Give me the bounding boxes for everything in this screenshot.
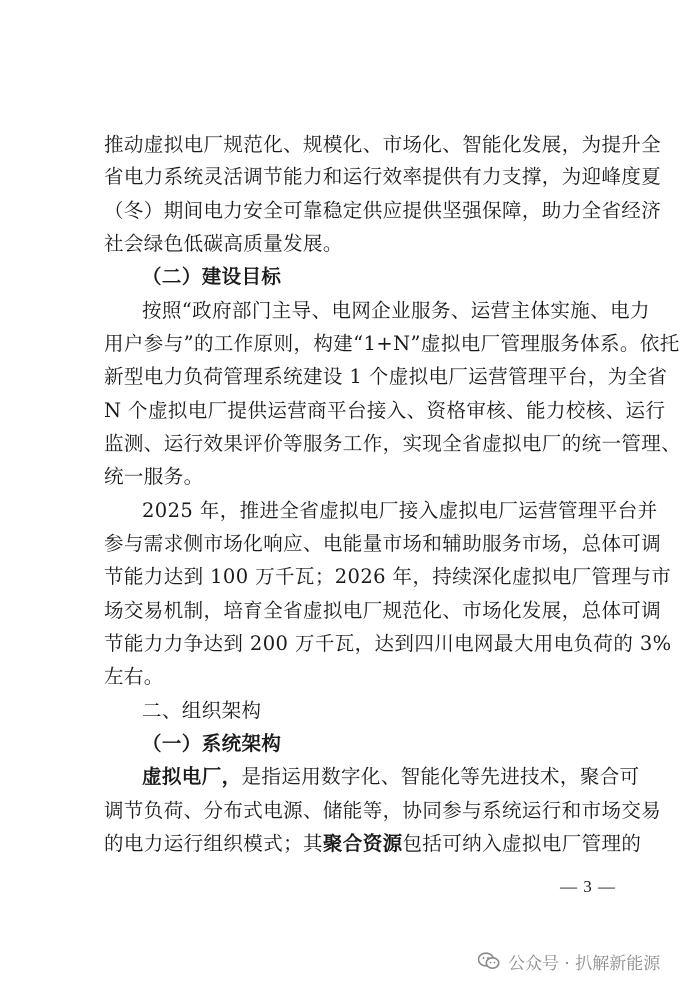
text-line [104,827,642,861]
text-line: 调节负荷、分布式电源、储能等，协同参与系统运行和市场交易 [104,799,662,822]
text-line: 2025 年，推进全省虚拟电厂接入虚拟电厂运营管理平台并 [142,499,658,522]
text-line: 用户参与”的工作原则，构建“1+N”虚拟电厂管理服务体系。依托 [104,332,680,355]
section-heading-system: （一）系统架构 [142,732,282,755]
text-line: 参与需求侧市场化响应、电能量市场和辅助服务市场，总体可调 [104,532,662,555]
text-line: 监测、运行效果评价等服务工作，实现全省虚拟电厂的统一管理、 [104,432,682,455]
text-line: 节能力力争达到 200 万千瓦，达到四川电网最大用电负荷的 3% [104,632,672,655]
text-line: （冬）期间电力安全可靠稳定供应提供坚强保障，助力全省经济 [104,199,662,222]
text-line: 社会绿色低碳高质量发展。 [104,232,343,255]
text-line: 按照“政府部门主导、电网企业服务、运营主体实施、电力 [142,299,650,322]
text-line: 统一服务。 [104,465,204,488]
text-line: N 个虚拟电厂提供运营商平台接入、资格审核、能力校核、运行 [104,399,666,422]
text-segment: 的电力运行组织模式；其 [104,832,323,855]
watermark [478,948,660,974]
text-line [142,760,640,794]
section-heading-org: 二、组织架构 [142,699,262,722]
section-heading-goal: （二）建设目标 [142,265,282,288]
term-aggregated-resources: 聚合资源 [322,832,403,855]
watermark-text: 公众号 · 扒解新能源 [508,953,661,974]
text-line: 新型电力负荷管理系统建设 1 个虚拟电厂运营管理平台，为全省 [104,365,668,388]
wechat-icon [478,952,500,970]
text-line: 节能力达到 100 万千瓦；2026 年，持续深化虚拟电厂管理与市 [104,565,672,588]
text-line: 推动虚拟电厂规范化、规模化、市场化、智能化发展，为提升全 [104,133,662,156]
text-segment: 是指运用数字化、智能化等先进技术，聚合可 [241,765,640,788]
text-line: 省电力系统灵活调节能力和运行效率提供有力支撑，为迎峰度夏 [104,165,662,188]
page-number: — 3 — [560,877,616,896]
text-segment: 包括可纳入虚拟电厂管理的 [402,832,642,855]
text-line: 左右。 [104,665,164,688]
term-virtual-power-plant: 虚拟电厂， [142,765,242,788]
text-line: 场交易机制，培育全省虚拟电厂规范化、市场化发展，总体可调 [104,599,662,622]
